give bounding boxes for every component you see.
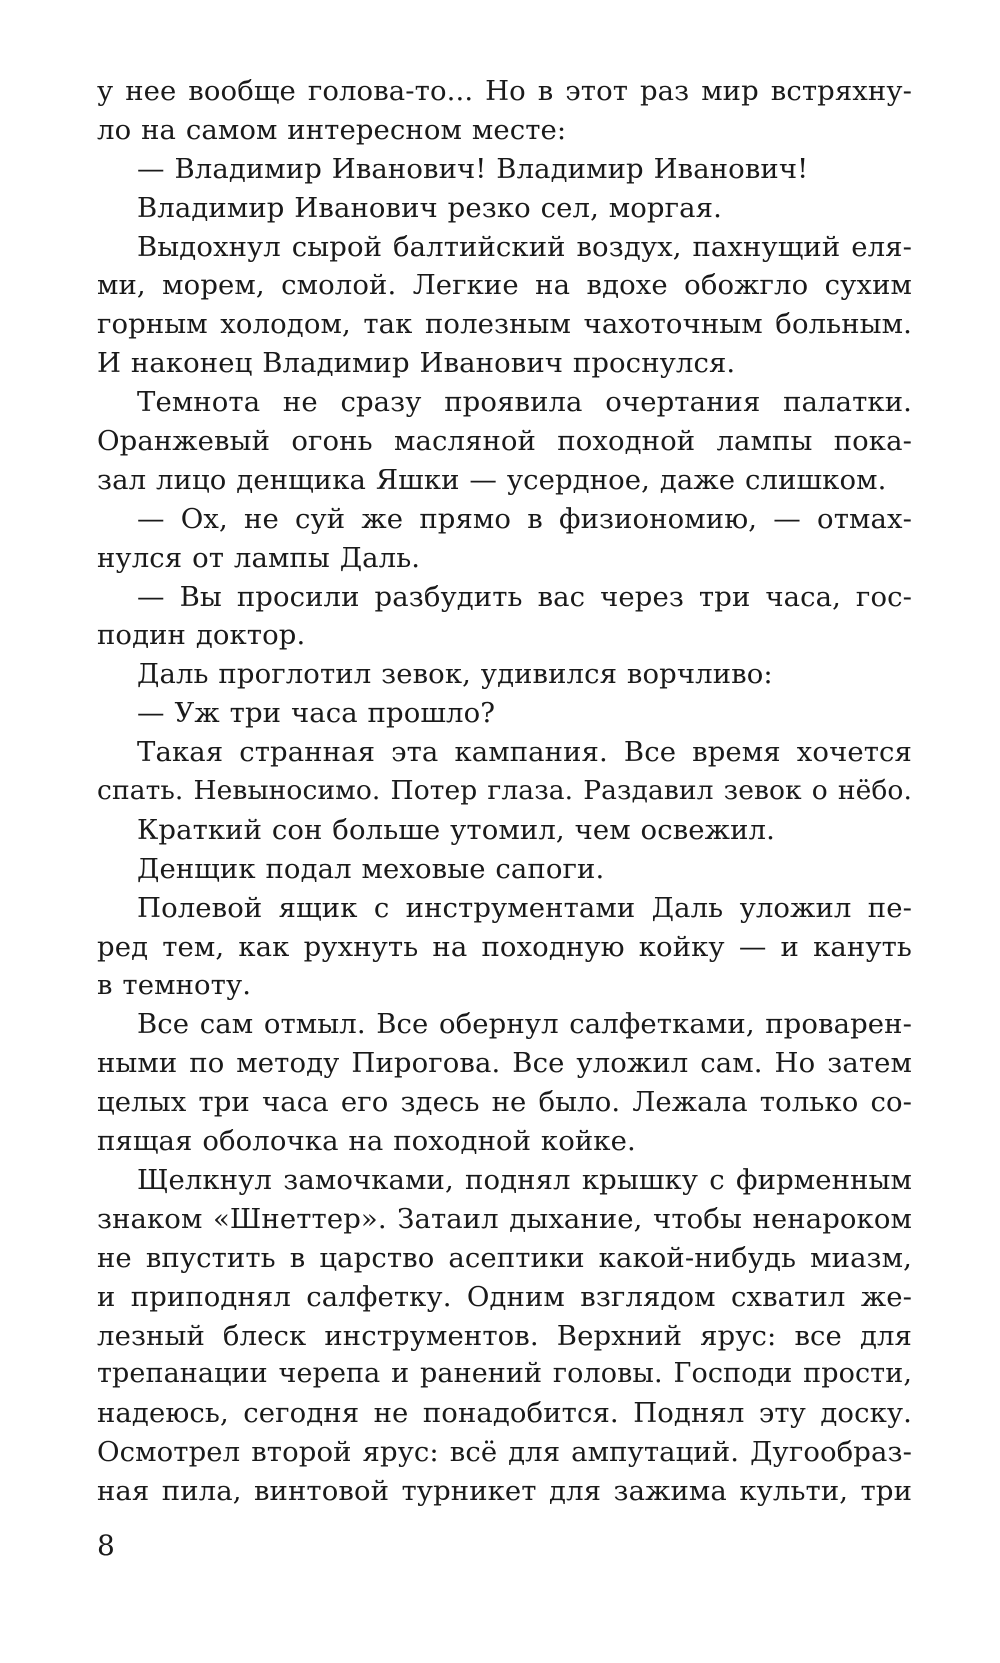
text-line: ло на самом интересном месте: [97, 113, 567, 146]
text-line: в темноту. [97, 969, 252, 1002]
text-line: спать. Невыносимо. Потер глаза. Раздавил зевок о нёбо. [97, 775, 912, 807]
text-line: ная пила, винтовой турникет для зажима культи, три [97, 1475, 912, 1508]
text-line: Такая странная эта кампания. Все время хочется [137, 736, 912, 769]
text-line: Все сам отмыл. Все обернул салфетками, проварен- [137, 1008, 912, 1041]
text-line: знаком «Шнеттер». Затаил дыхание, чтобы ненароком [97, 1202, 912, 1235]
text-line: у нее вообще голова-то... Но в этот раз мир встряхну- [97, 75, 912, 107]
text-line: Щелкнул замочками, поднял крышку с фирменным [137, 1163, 912, 1196]
text-line: ред тем, как рухнуть на походную койку — и кануть [97, 930, 912, 963]
text-line: Темнота не сразу проявила очертания палатки. [137, 386, 912, 419]
text-line: лезный блеск инструментов. Верхний ярус: все для [97, 1319, 912, 1352]
text-line: — Владимир Иванович! Владимир Иванович! [137, 152, 809, 185]
text-line: зал лицо денщика Яшки — усердное, даже слишком. [97, 463, 887, 496]
text-line: пящая оболочка на походной койке. [97, 1125, 636, 1158]
text-line: ми, морем, смолой. Легкие на вдохе обожгло сухим [97, 269, 912, 302]
text-line: горным холодом, так полезным чахоточным больным. [97, 308, 912, 341]
text-line: не впустить в царство асептики какой-нибудь миазм, [97, 1241, 912, 1274]
text-line: ными по методу Пирогова. Все уложил сам. Но затем [97, 1047, 912, 1080]
text-line: надеюсь, сегодня не понадобится. Поднял эту доску. [97, 1397, 912, 1430]
text-line: И наконец Владимир Иванович проснулся. [97, 347, 736, 380]
text-line: Владимир Иванович резко сел, моргая. [137, 191, 722, 224]
text-line: Даль проглотил зевок, удивился ворчливо: [137, 658, 773, 691]
text-line: целых три часа его здесь не было. Лежала только со- [97, 1086, 912, 1119]
text-line: подин доктор. [97, 619, 306, 652]
text-line: — Ох, не суй же прямо в физиономию, — отмах- [137, 502, 912, 535]
text-line: трепанации черепа и ранений головы. Господи прости, [97, 1358, 912, 1390]
text-line: нулся от лампы Даль. [97, 541, 421, 574]
text-line: Осмотрел второй ярус: всё для ампутаций. Дугообраз- [97, 1436, 912, 1469]
text-line: Краткий сон больше утомил, чем освежил. [137, 813, 775, 846]
text-line: Полевой ящик с инструментами Даль уложил пе- [137, 891, 912, 924]
text-line: Выдохнул сырой балтийский воздух, пахнущий еля- [137, 230, 912, 263]
body-text [97, 72, 912, 1511]
page-number: 8 [97, 1529, 115, 1562]
text-line: Оранжевый огонь масляной походной лампы пока- [97, 425, 912, 458]
text-line: Денщик подал меховые сапоги. [137, 852, 605, 885]
text-line: и приподнял салфетку. Одним взглядом схватил же- [97, 1280, 912, 1313]
text-line: — Уж три часа прошло? [137, 697, 496, 730]
text-line: — Вы просили разбудить вас через три часа, гос- [137, 580, 912, 613]
